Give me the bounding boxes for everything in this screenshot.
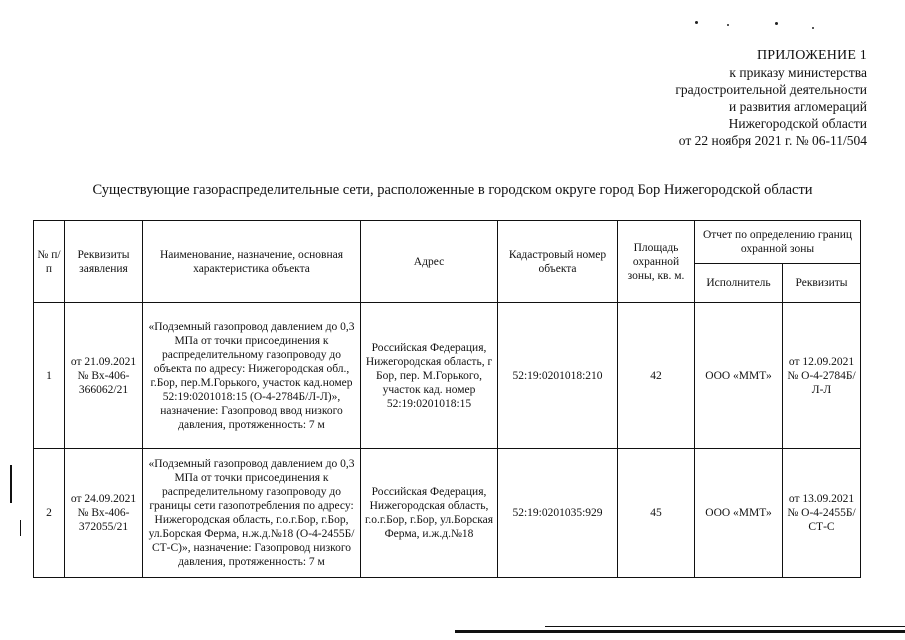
cell-details: от 21.09.2021 № Вх-406-366062/21 (65, 303, 143, 449)
appendix-line: к приказу министерства (729, 65, 867, 80)
appendix-header (675, 47, 867, 149)
scan-dot (695, 21, 698, 24)
cell-num: 2 (34, 449, 65, 578)
scan-edge-line (10, 465, 12, 503)
gas-networks-table (33, 220, 861, 578)
scan-dot (812, 27, 814, 29)
scan-dot (727, 24, 729, 26)
cell-address: Российская Федерация, Нижегородская область, г Бор, пер. М.Горького, участок кад. номер 52:19:0201018:15 (361, 303, 498, 449)
table-row (34, 303, 861, 449)
header-area: Площадь охранной зоны, кв. м. (618, 221, 695, 303)
header-num: № п/п (34, 221, 65, 303)
cell-cadastral: 52:19:0201018:210 (498, 303, 618, 449)
table-row (34, 449, 861, 578)
appendix-title: ПРИЛОЖЕНИЕ 1 (756, 48, 867, 63)
cell-report-details: от 13.09.2021 № О-4-2455Б/СТ-С (783, 449, 861, 578)
cell-cadastral: 52:19:0201035:929 (498, 449, 618, 578)
cell-details: от 24.09.2021 № Вх-406-372055/21 (65, 449, 143, 578)
appendix-line: Нижегородской области (728, 116, 867, 131)
header-name: Наименование, назначение, основная характеристика объекта (143, 221, 361, 303)
scan-bottom-line (455, 630, 905, 633)
header-address: Адрес (361, 221, 498, 303)
cell-executor: ООО «ММТ» (695, 303, 783, 449)
cell-name: «Подземный газопровод давлением до 0,3 МПа от точки присоединения к распределительному газопроводу до объекта по адресу: Нижегородская обл., г.Бор, пер.М.Горького, участок кад.номер 52:19:0201018:15 (О-4-2784Б/Л-Л)», назначение: Газопровод ввод низкого давления, протяженность: 7 м (143, 303, 361, 449)
cell-address: Российская Федерация, Нижегородская область, г.о.г.Бор, г.Бор, ул.Борская Ферма, и.ж.д.№18 (361, 449, 498, 578)
cell-num: 1 (34, 303, 65, 449)
header-executor: Исполнитель (695, 264, 783, 303)
cell-area: 45 (618, 449, 695, 578)
table-header-row (34, 221, 861, 264)
appendix-line: и развития агломераций (728, 99, 867, 114)
cell-report-details: от 12.09.2021 № О-4-2784Б/Л-Л (783, 303, 861, 449)
appendix-line: от 22 ноября 2021 г. № 06-11/504 (678, 133, 867, 148)
header-details: Реквизиты заявления (65, 221, 143, 303)
scan-dot (775, 22, 778, 25)
header-report: Отчет по определению границ охранной зоны (695, 221, 861, 264)
appendix-line: градостроительной деятельности (675, 82, 867, 97)
scan-edge-line (20, 520, 21, 536)
header-report-details: Реквизиты (783, 264, 861, 303)
scan-bottom-line (545, 626, 905, 627)
cell-executor: ООО «ММТ» (695, 449, 783, 578)
cell-name: «Подземный газопровод давлением до 0,3 МПа от точки присоединения к распределительному газопроводу до границы сети газопотребления по адресу: Нижегородская область, г.о.г.Бор, г.Бор, ул.Борская Ферма, н.ж.д.№18 (О-4-2455Б/СТ-С)», назначение: Газопровод низкого давления, протяженность: 7 м (143, 449, 361, 578)
document-title: Существующие газораспределительные сети, расположенные в городском округе город Бор Нижегородской области (92, 182, 813, 198)
header-cadastral: Кадастровый номер объекта (498, 221, 618, 303)
cell-area: 42 (618, 303, 695, 449)
